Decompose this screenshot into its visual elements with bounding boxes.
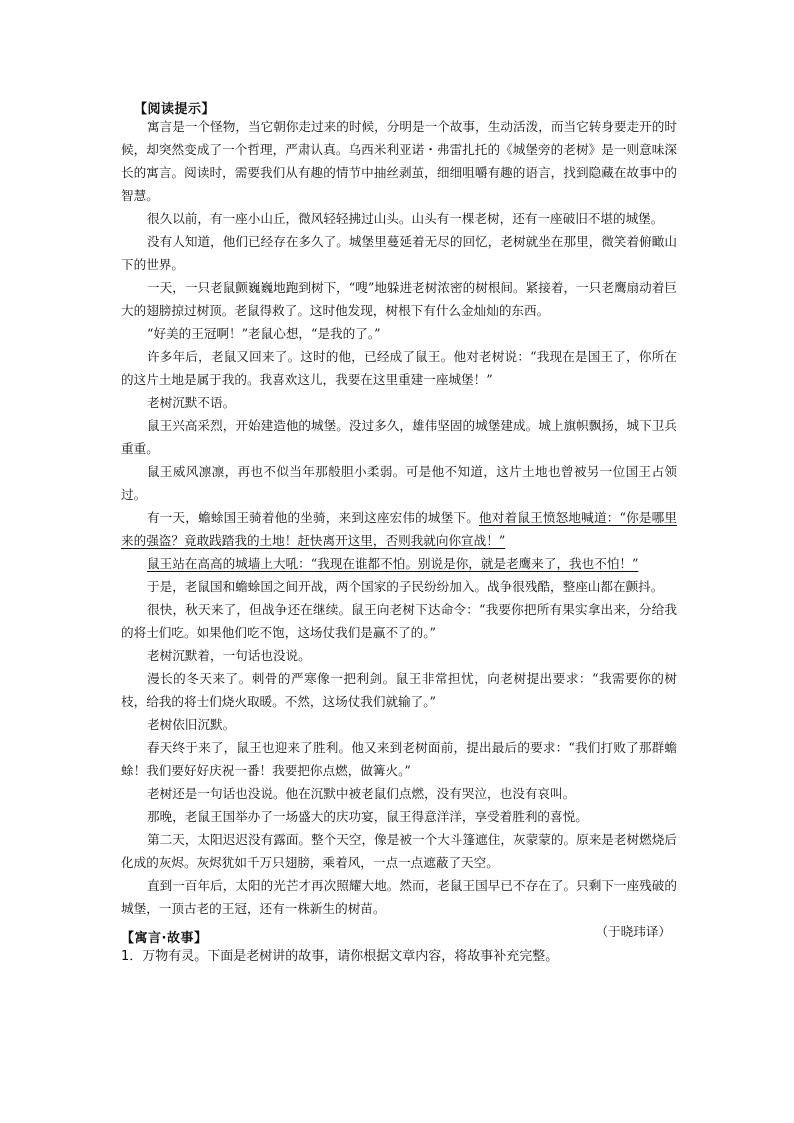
story-paragraph: 直到一百年后，太阳的光芒才再次照耀大地。然而，老鼠王国早已不存在了。只剩下一座残破的城堡，一顶古老的王冠，还有一株新生的树苗。 <box>121 878 677 916</box>
underlined-text: 他对着鼠王愤怒地喊道：“你是哪里来的强盗？竟敢践踏我的土地！赶快离开这里，否则我就向你宣战！” <box>121 510 677 548</box>
story-paragraph: 鼠王威风凛凛，再也不似当年那般胆小柔弱。可是他不知道，这片土地也曾被另一位国王占领过。 <box>121 464 677 502</box>
translator-credit: （于晓玮译） <box>595 924 671 939</box>
story-paragraph: 于是，老鼠国和蟾蜍国之间开战，两个国家的子民纷纷加入。战争很残酷，整座山都在颤抖。 <box>147 579 664 594</box>
story-paragraph: 老树沉默不语。 <box>147 395 236 410</box>
story-text: 有一天，蟾蜍国王骑着他的坐骑，来到这座宏伟的城堡下。 <box>147 510 480 525</box>
story-paragraph-underlined-1 <box>121 506 677 552</box>
story-paragraph: 鼠王兴高采烈，开始建造他的城堡。没过多久，雄伟坚固的城堡建成。城上旗帜飘扬，城下卫兵重重。 <box>121 418 677 456</box>
story-paragraph: 老树还是一句话也没说。他在沉默中被老鼠们点燃，没有哭泣，也没有哀叫。 <box>147 786 576 801</box>
story-paragraphs <box>121 207 677 506</box>
story-paragraph: 许多年后，老鼠又回来了。这时的他，已经成了鼠王。他对老树说：“我现在是国王了，你所在的这片土地是属于我的。我喜欢这儿，我要在这里重建一座城堡！” <box>121 349 677 387</box>
story-paragraphs-rest <box>121 575 677 920</box>
intro-heading: 【阅读提示】 <box>134 102 216 117</box>
question-1: 1．万物有灵。下面是老树讲的故事，请你根据文章内容，将故事补充完整。 <box>121 949 559 964</box>
underlined-text: 鼠王站在高高的城墙上大吼：“我现在谁都不怕。别说是你，就是老鹰来了，我也不怕！” <box>147 556 639 571</box>
story-paragraph-underlined-2 <box>121 552 677 575</box>
section-heading: 【寓言·故事】 <box>121 931 208 946</box>
story-body <box>121 115 677 943</box>
question-section <box>121 927 721 968</box>
intro-text: 寓言是一个怪物，当它朝你走过来的时候，分明是一个故事，生动活泼，而当它转身要走开的时候，却突然变成了一个哲理，严肃认真。乌西米利亚诺・弗雷扎托的《城堡旁的老树》是一则意味深长的寓言。阅读时，需要我们从有趣的情节中抽丝剥茧，细细咀嚼有趣的语言，找到隐藏在故事中的智慧。 <box>121 119 677 203</box>
story-paragraph: 那晚，老鼠王国举办了一场盛大的庆功宴，鼠王得意洋洋，享受着胜利的喜悦。 <box>147 809 588 824</box>
story-paragraph: 第二天，太阳迟迟没有露面。整个天空，像是被一个大斗篷遮住，灰蒙蒙的。原来是老树燃烧后化成的灰烬。灰烬犹如千万只翅膀，乘着风，一点一点遮蔽了天空。 <box>121 832 677 870</box>
story-paragraph: 春天终于来了，鼠王也迎来了胜利。他又来到老树面前，提出最后的要求：“我们打败了那群蟾蜍！我们要好好庆祝一番！我要把你点燃，做篝火。” <box>121 740 677 778</box>
story-paragraph: 很久以前，有一座小山丘，微风轻轻拂过山头。山头有一棵老树，还有一座破旧不堪的城堡。 <box>147 211 664 226</box>
story-paragraph: 没有人知道，他们已经存在多久了。城堡里蔓延着无尽的回忆，老树就坐在那里，微笑着俯瞰山下的世界。 <box>121 234 677 272</box>
story-paragraph: 很快，秋天来了，但战争还在继续。鼠王向老树下达命令：“我要你把所有果实拿出来，分给我的将士们吃。如果他们吃不饱，这场仗我们是赢不了的。” <box>121 602 677 640</box>
story-paragraph: 老树沉默着，一句话也没说。 <box>147 648 311 663</box>
story-paragraph: 漫长的冬天来了。刺骨的严寒像一把利剑。鼠王非常担忧，向老树提出要求：“我需要你的树枝，给我的将士们烧火取暖。不然，这场仗我们就输了。” <box>121 671 677 709</box>
story-paragraph: 一天，一只老鼠颤巍巍地跑到树下，“嗖”地躲进老树浓密的树根间。紧接着，一只老鹰扇动着巨大的翅膀掠过树顶。老鼠得救了。这时他发现，树根下有什么金灿灿的东西。 <box>121 280 677 318</box>
story-paragraph: “好美的王冠啊！”老鼠心想，“是我的了。” <box>147 326 381 341</box>
story-paragraph: 老树依旧沉默。 <box>147 717 236 732</box>
